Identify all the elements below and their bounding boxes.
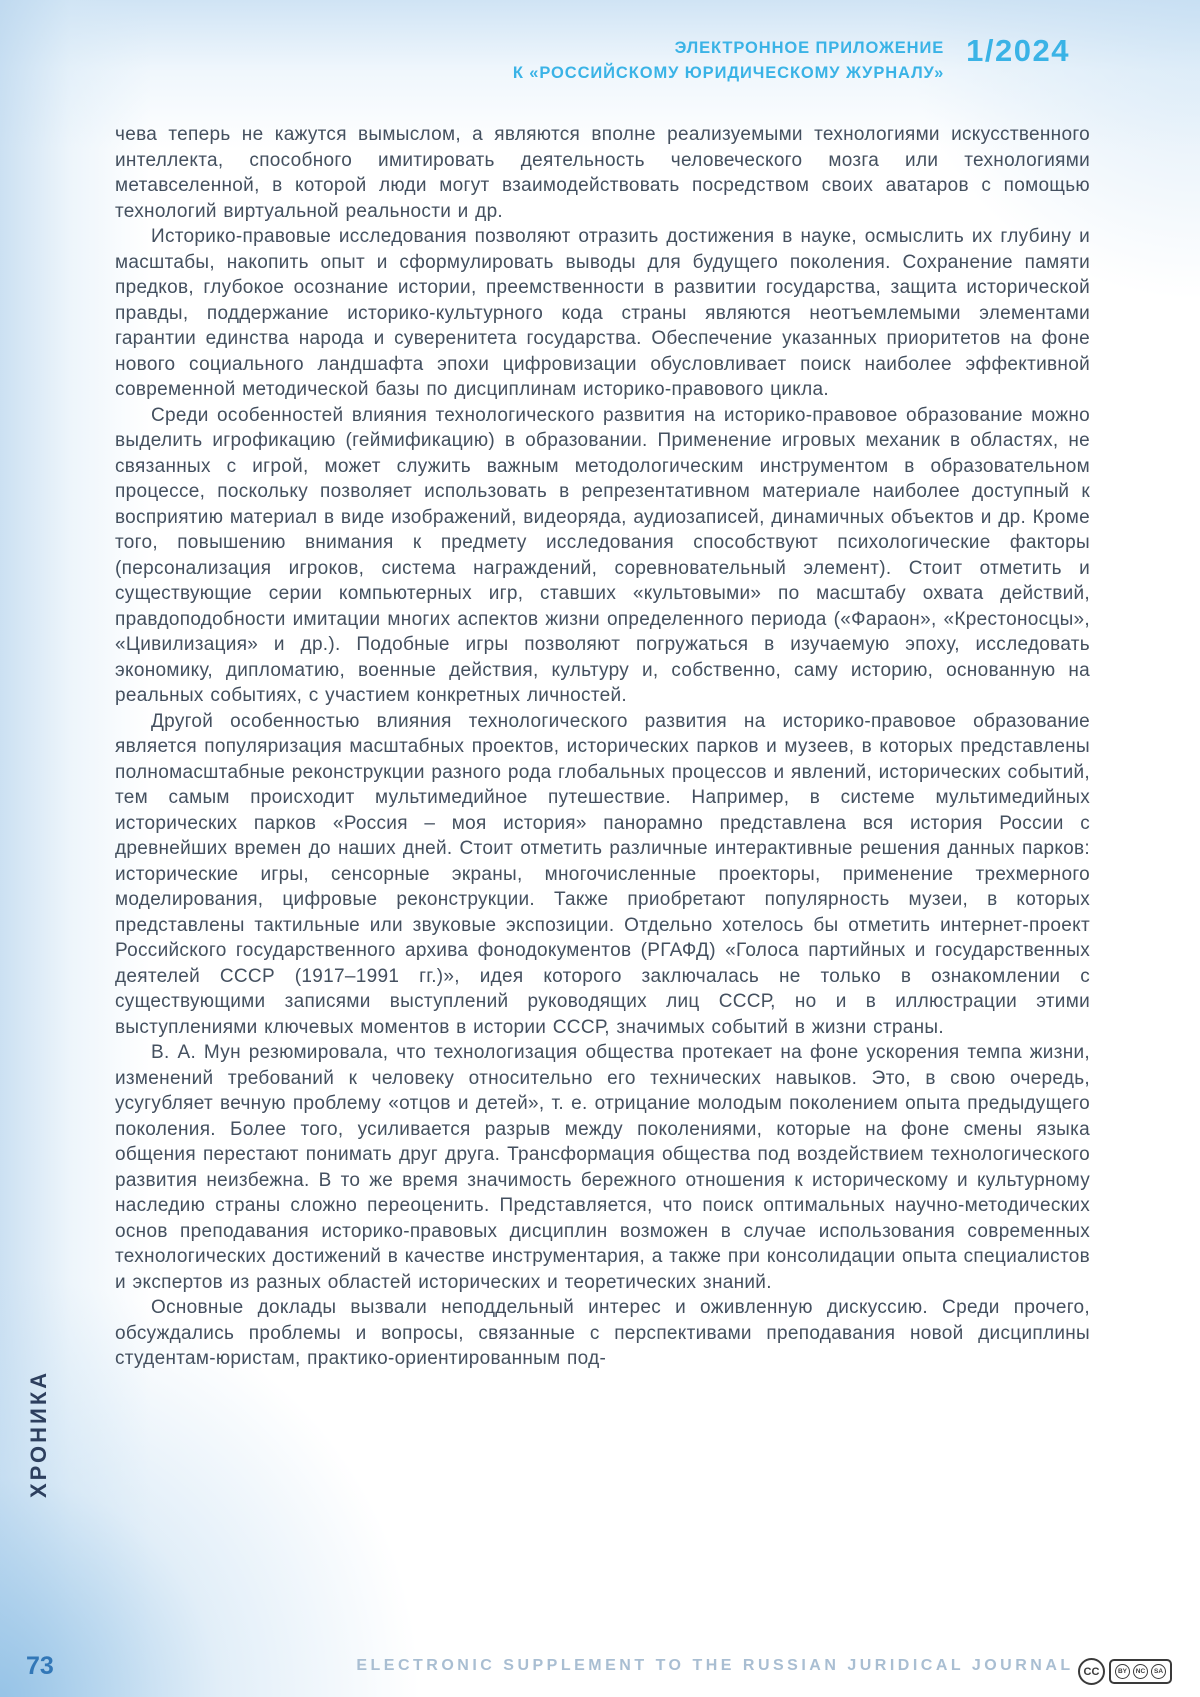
cc-by-icon: BY [1115,1664,1130,1679]
paragraph: Другой особенностью влияния технологического развития на историко-правовое образование является популяризация масштабных проектов, исторических парков и музеев, в которых представлены полномасштабные реконструкции разного рода глобальных процессов и явлений, исторических событий, тем самым происходит мультимедийное путешествие. Например, в системе мультимедийных исторических парков «Россия – моя история» панорамно представлена вся история России с древнейших времен до наших дней. Стоит отметить различные интерактивные решения данных парков: исторические игры, сенсорные экраны, многочисленные проекторы, применение трехмерного моделирования, цифровые реконструкции. Также приобретают популярность музеи, в которых представлены тактильные или звуковые экспозиции. Отдельно хотелось бы отметить интернет-проект Российского государственного архива фонодокументов (РГАФД) «Голоса партийных и государственных деятелей СССР (1917–1991 гг.)», идея которого заключалась не только в ознакомлении с существующими записями выступлений руководящих лиц СССР, но и в иллюстрации этими выступлениями ключевых моментов в истории СССР, значимых событий в жизни страны. [115,710,1090,1038]
article-body [115,122,1090,1372]
paragraph: В. А. Мун резюмировала, что технологизация общества протекает на фоне ускорения темпа жизни, изменений требований к человеку относительно его технических навыков. Это, в свою очередь, усугубляет вечную проблему «отцов и детей», т. е. отрицание молодым поколением опыта предыдущего поколения. Более того, усиливается разрыв между поколениями, которые на фоне смены языка общения перестают понимать друг друга. Трансформация общества под воздействием технологического развития неизбежна. В то же время значимость бережного отношения к историческому и культурному наследию страны сложно переоценить. Представляется, что поиск оптимальных научно-методических основ преподавания историко-правовых дисциплин возможен в случае использования современных технологических достижений в качестве инструментария, а также при консолидации опыта специалистов и экспертов из разных областей исторических и теоретических знаний. [115,1042,1090,1293]
page-number: 73 [26,1652,54,1680]
cc-icon: CC [1078,1658,1105,1685]
section-label: ХРОНИКА [26,1369,51,1498]
cc-license-badge [1078,1658,1172,1685]
page-footer [255,1657,1175,1675]
issue-number: 1/2024 [966,33,1070,68]
paragraph: чева теперь не кажутся вымыслом, а являются вполне реализуемыми технологиями искусственного интеллекта, способного имитировать деятельность человеческого мозга или технологиями метавселенной, в которой люди могут взаимодействовать посредством своих аватаров с помощью технологий виртуальной реальности и др. [115,124,1090,222]
paragraph: Историко-правовые исследования позволяют отразить достижения в науке, осмыслить их глубину и масштабы, накопить опыт и сформулировать выводы для будущего поколения. Сохранение памяти предков, глубокое осознание истории, преемственности в развитии государства, защита исторической правды, поддержание историко-культурного кода страны являются неотъемлемыми элементами гарантии единства народа и суверенитета государства. Обеспечение указанных приоритетов на фоне нового социального ландшафта эпохи цифровизации обусловливает поиск наиболее эффективной современной методической базы по дисциплинам историко-правового цикла. [115,226,1090,400]
cc-license-terms [1109,1659,1172,1684]
journal-title-line1: ЭЛЕКТРОННОЕ ПРИЛОЖЕНИЕ [674,39,945,57]
cc-nc-icon: NC [1133,1664,1148,1679]
paragraph: Среди особенностей влияния технологического развития на историко-правовое образование можно выделить игрофикацию (геймификацию) в образовании. Применение игровых механик в областях, не связанных с игрой, может служить важным методологическим инструментом в образовательном процессе, поскольку позволяет использовать в репрезентативном материале наиболее доступный к восприятию материал в виде изображений, видеоряда, аудиозаписей, динамичных объектов и др. Кроме того, повышению внимания к предмету исследования способствуют психологические факторы (персонализация игроков, система награждений, соревновательный элемент). Стоит отметить и существующие серии компьютерных игр, ставших «культовыми» по масштабу охвата действий, правдоподобности имитации многих аспектов жизни определенного периода («Фараон», «Крестоносцы», «Цивилизация» и др.). Подобные игры позволяют погружаться в изучаемую эпоху, исследовать экономику, дипломатию, военные действия, культуру и, собственно, саму историю, основанную на реальных событиях, с участием конкретных личностей. [115,404,1090,706]
cc-sa-icon: SA [1151,1664,1166,1679]
page-header [513,33,1070,86]
journal-title [513,33,944,86]
journal-title-line2: К «РОССИЙСКОМУ ЮРИДИЧЕСКОМУ ЖУРНАЛУ» [512,63,945,82]
paragraph: Основные доклады вызвали неподдельный интерес и оживленную дискуссию. Среди прочего, обсуждались проблемы и вопросы, связанные с перспективами преподавания новой дисциплины студентам-юристам, практико-ориентированным под- [115,1297,1090,1369]
footer-journal-title: ELECTRONIC SUPPLEMENT TO THE RUSSIAN JURIDICAL JOURNAL [356,1657,1074,1674]
